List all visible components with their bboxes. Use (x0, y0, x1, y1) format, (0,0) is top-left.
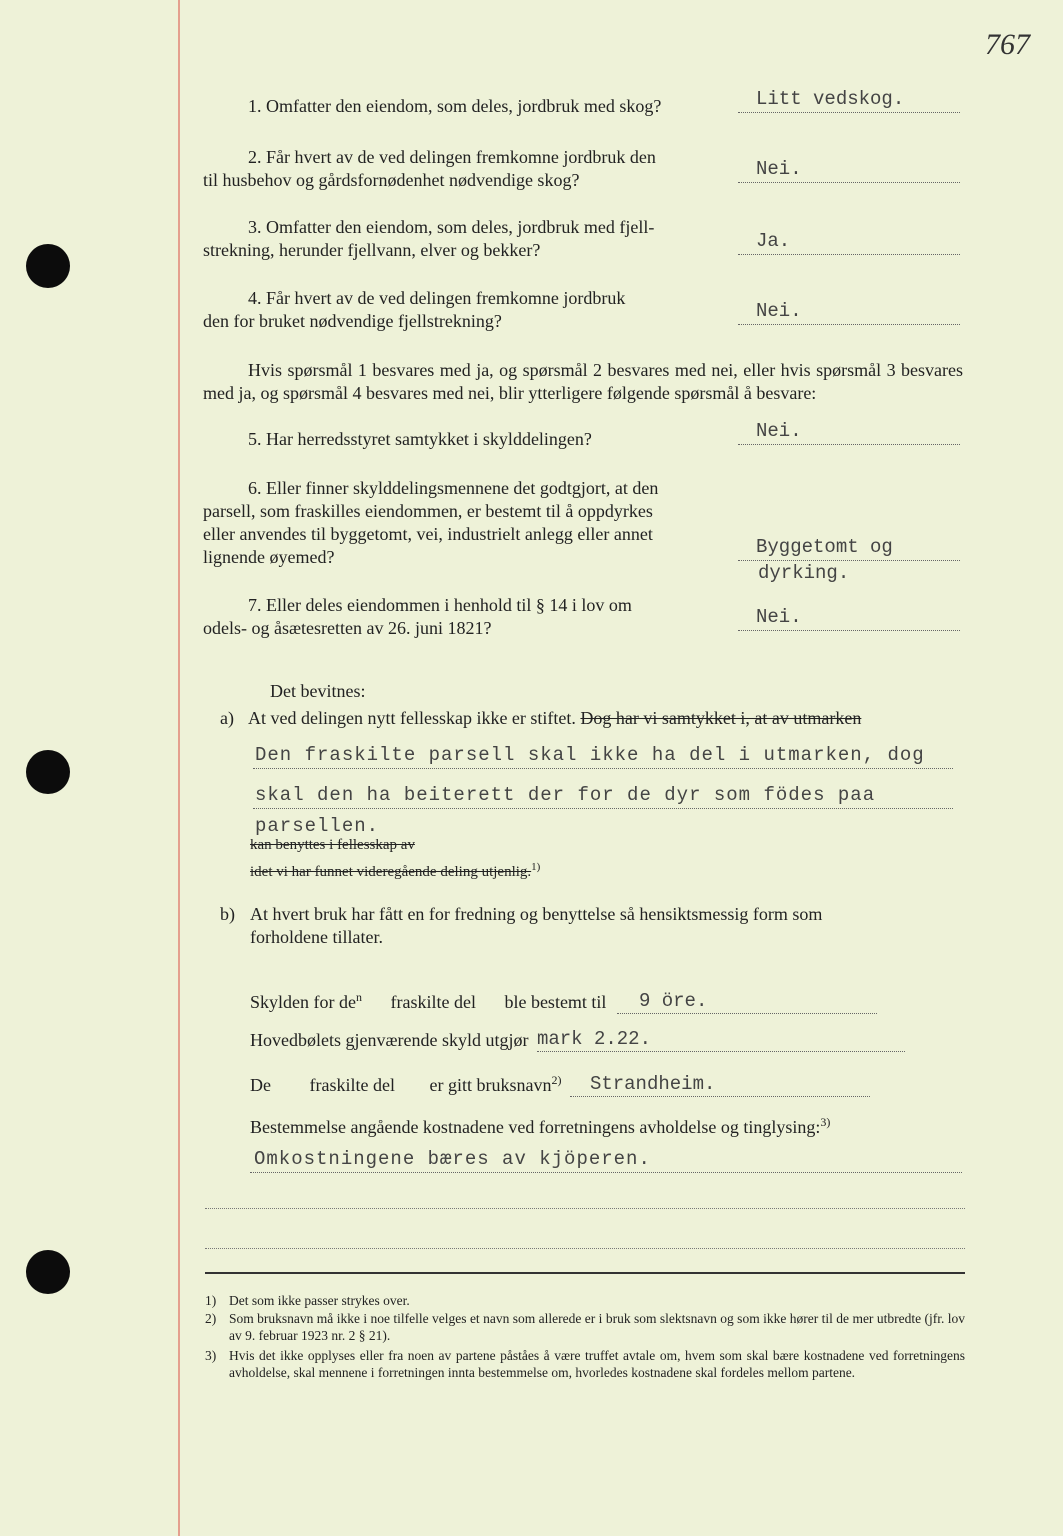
punch-hole (26, 750, 70, 794)
kostnad-label: Bestemmelse angående kostnadene ved forretningens avholdelse og tinglysing: (250, 1117, 821, 1137)
skyld-sup: n (355, 990, 362, 1004)
kostnad-value-line (250, 1140, 962, 1173)
item-a-struck-text: Dog har vi samtykket i, at av utmarken (580, 708, 862, 728)
answer-6-text: Byggetomt og (756, 536, 893, 558)
item-a-text: At ved delingen nytt fellesskap ikke er stiftet. (248, 708, 576, 728)
attest-heading: Det bevitnes: (270, 681, 366, 701)
bruksnavn-row (250, 1068, 870, 1097)
footnote-2 (205, 1310, 965, 1344)
answer-5-text: Nei. (756, 420, 802, 442)
skyld-label-2: fraskilte del (390, 992, 476, 1012)
conditional-paragraph: Hvis spørsmål 1 besvares med ja, og spørsmål 2 besvares med nei, eller hvis spørsmål 3 besvares med ja, og spørsmål 4 besvares med nei, blir ytterligere følgende spørsmål å besvare: (203, 360, 963, 403)
footnote-1 (205, 1292, 965, 1309)
typed-line-2-text: skal den ha beiterett der for de dyr som födes paa (255, 784, 876, 806)
answer-7 (738, 602, 960, 631)
struck-line-3 (250, 856, 540, 884)
answer-1-text: Litt vedskog. (756, 88, 905, 110)
question-7-line2: odels- og åsætesretten av 26. juni 1821? (203, 618, 492, 638)
answer-2 (738, 154, 960, 183)
answer-1 (738, 84, 960, 113)
skyld-value-field (617, 988, 877, 1014)
bruksnavn-label-3: er gitt bruksnavn (429, 1075, 552, 1095)
answer-3-text: Ja. (756, 230, 791, 252)
footnote-ref-1: 1) (531, 861, 541, 873)
typed-line-2 (253, 776, 953, 809)
question-3-line1: 3. Omfatter den eiendom, som deles, jordbruk med fjell- (248, 217, 655, 237)
skyld-row (250, 985, 877, 1014)
answer-5 (738, 416, 960, 445)
typed-line-3: parsellen. (255, 815, 380, 837)
question-6-line4: lignende øyemed? (203, 547, 335, 567)
bruksnavn-value: Strandheim. (589, 1073, 716, 1095)
item-b-label: b) (220, 904, 235, 924)
hoved-label: Hovedbølets gjenværende skyld utgjør (250, 1030, 529, 1050)
bruksnavn-label-2: fraskilte del (309, 1075, 395, 1095)
footnote-1-text: Det som ikke passer strykes over. (229, 1293, 410, 1308)
struck-line-2: kan benyttes i fellesskap av (250, 837, 415, 853)
kostnad-value: Omkostningene bæres av kjöperen. (254, 1148, 651, 1170)
typed-line-1-text: Den fraskilte parsell skal ikke ha del i utmarken, dog (255, 744, 925, 766)
footnote-ref-2: 2) (551, 1073, 562, 1087)
question-6-line3: eller anvendes til byggetomt, vei, industrielt anlegg eller annet (203, 524, 653, 544)
question-6-line2: parsell, som fraskilles eiendommen, er bestemt til å oppdyrkes (203, 501, 653, 521)
kostnad-row (250, 1110, 830, 1139)
item-b-line1: At hvert bruk har fått en for fredning og benyttelse så hensiktsmessig form som (250, 904, 823, 924)
hoved-row (250, 1026, 905, 1052)
question-7-line1: 7. Eller deles eiendommen i henhold til § 14 i lov om (248, 595, 632, 615)
page-number: 767 (985, 28, 1030, 61)
blank-line (205, 1248, 965, 1249)
item-a-label: a) (220, 708, 234, 728)
footnote-3 (205, 1347, 965, 1381)
footnote-2-text: Som bruksnavn må ikke i noe tilfelle velges et navn som allerede er i bruk som slektsnavn og som ikke hører til de mer utbredte (jfr. lov av 9. februar 1923 nr. 2 § 21). (229, 1311, 965, 1343)
footnote-2-mark: 2) (205, 1311, 217, 1326)
question-2-line1: 2. Får hvert av de ved delingen fremkomne jordbruk den (248, 147, 656, 167)
answer-7-text: Nei. (756, 606, 802, 628)
punch-hole (26, 244, 70, 288)
question-5: 5. Har herredsstyret samtykket i skylddelingen? (248, 429, 592, 449)
bruksnavn-label-1: De (250, 1075, 271, 1095)
answer-6-continued: dyrking. (758, 562, 850, 584)
footnote-1-mark: 1) (205, 1293, 217, 1308)
hoved-value: mark 2.22. (536, 1028, 651, 1050)
footnote-ref-3: 3) (820, 1115, 831, 1129)
answer-4-text: Nei. (756, 300, 802, 322)
answer-2-text: Nei. (756, 158, 802, 180)
skyld-label-3: ble bestemt til (504, 992, 607, 1012)
item-a-line (248, 707, 861, 730)
blank-line (205, 1208, 965, 1209)
skyld-label-1: Skylden for de (250, 992, 356, 1012)
typed-line-1 (253, 736, 953, 769)
question-1: 1. Omfatter den eiendom, som deles, jordbruk med skog? (248, 96, 662, 116)
item-b-line2: forholdene tillater. (250, 927, 383, 947)
answer-6 (738, 532, 960, 561)
struck-line-3-text: idet vi har funnet videregående deling utjenlig. (250, 864, 532, 880)
skyld-value: 9 öre. (638, 990, 708, 1012)
answer-3 (738, 226, 960, 255)
bruksnavn-value-field (570, 1071, 870, 1097)
question-3-line2: strekning, herunder fjellvann, elver og bekker? (203, 240, 541, 260)
question-4-line2: den for bruket nødvendige fjellstrekning? (203, 311, 502, 331)
question-2-line2: til husbehov og gårdsfornødenhet nødvendige skog? (203, 170, 580, 190)
hoved-value-field (537, 1026, 905, 1052)
footnote-3-text: Hvis det ikke opplyses eller fra noen av partene påståes å være truffet avtale om, hvem som skal bære kostnadene ved forretningens avholdelse, skal mennene i forretningen innta bestemmelse om, hvorledes kostnadene skal fordeles mellom partene. (229, 1348, 965, 1380)
footnote-rule (205, 1272, 965, 1274)
punch-hole (26, 1250, 70, 1294)
footnote-3-mark: 3) (205, 1348, 217, 1363)
question-6-line1: 6. Eller finner skylddelingsmennene det godtgjort, at den (248, 478, 659, 498)
answer-4 (738, 296, 960, 325)
margin-line (178, 0, 180, 1536)
question-4-line1: 4. Får hvert av de ved delingen fremkomne jordbruk (248, 288, 626, 308)
